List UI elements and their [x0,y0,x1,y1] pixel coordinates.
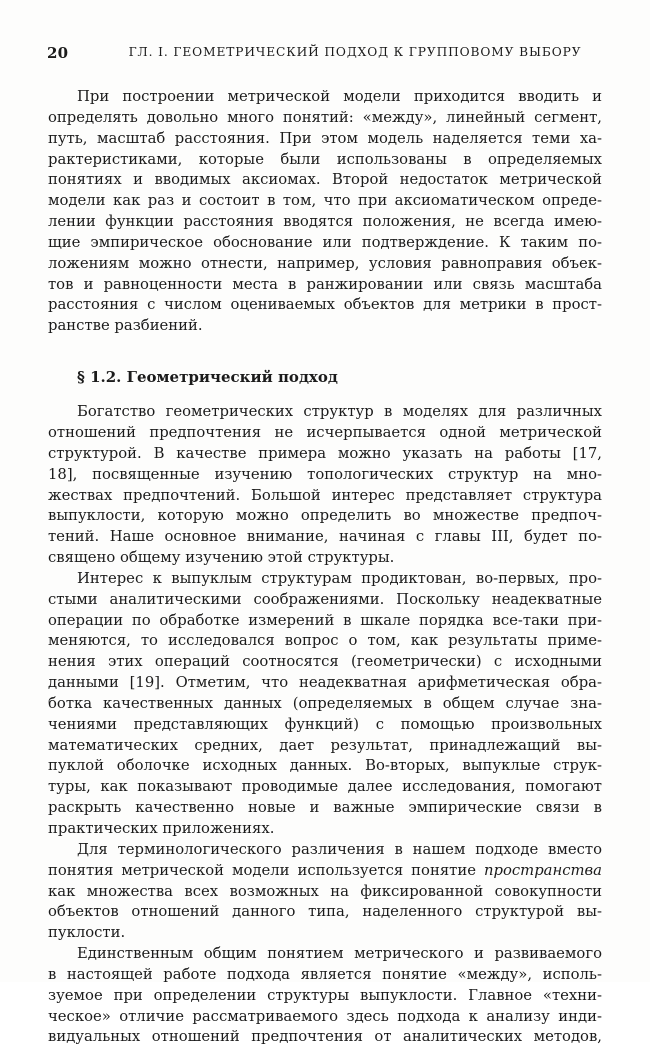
spacer [48,337,602,364]
text-line: меняются, то исследовался вопрос о том, как результаты приме- [48,632,602,650]
text-line: тений. Наше основное внимание, начиная с главы III, будет по- [48,528,602,546]
text-line: расстояния с числом оцениваемых объектов для метрики в прост- [48,296,602,314]
text-line: тов и равноценности места в ранжировании или связь масштаба [48,275,602,293]
text-line: нения этих операций соотносятся (геометрически) с исходными [48,653,602,671]
text-line: ложениям можно отнести, например, условия равноправия объек- [48,254,602,272]
paragraph-2 [48,402,602,569]
text-line: пуклой оболочке исходных данных. Во-вторых, выпуклые струк- [48,757,602,775]
running-head [47,44,603,66]
text-line: определять довольно много понятий: «между», линейный сегмент, [48,108,602,126]
text-line: видуальных отношений предпочтения от аналитических методов, [48,1028,602,1046]
text-line [48,861,602,882]
text-line: ранстве разбиений. [48,317,203,335]
text-line: 18], посвященные изучению топологических структур на мно- [48,465,602,483]
section-heading: § 1.2. Геометрический подход [77,368,338,387]
text-line: математических средних, дает результат, принадлежащий вы- [48,736,602,754]
text-line: Богатство геометрических структур в моделях для различных [77,403,602,421]
body-text [48,87,602,1048]
text-line: рактеристиками, которые были использованы в определяемых [48,150,602,168]
text-line: операции по обработке измерений в шкале порядка все-таки при- [48,611,602,629]
text-line: практических приложениях. [48,820,275,837]
paragraph-3 [48,569,602,840]
text-line: жествах предпочтений. Большой интерес представляет структура [48,486,602,504]
text-line: Для терминологического различения в нашем подходе вместо [77,840,602,858]
paragraph-5 [48,944,602,1048]
text-line: понятиях и вводимых аксиомах. Второй недостаток метрической [48,171,602,189]
text-line: объектов отношений данного типа, наделенного структурой вы- [48,903,602,921]
text-line: путь, масштаб расстояния. При этом модель наделяется теми ха- [48,129,602,147]
text-line: ческое» отличие рассматриваемого здесь подхода к анализу инди- [48,1007,602,1025]
spacer [48,390,602,402]
text-line: как множества всех возможных на фиксированной совокупности [48,882,602,900]
text-line: в настоящей работе подхода является понятие «между», исполь- [48,965,602,983]
text-line: зуемое при определении структуры выпуклости. Главное «техни- [48,986,602,1004]
running-title: ГЛ. I. ГЕОМЕТРИЧЕСКИЙ ПОДХОД К ГРУППОВОМУ ВЫБОРУ [128,45,582,59]
text-line: Интерес к выпуклым структурам продиктован, во-первых, про- [77,569,602,587]
text-line: модели как раз и состоит в том, что при аксиоматическом опреде- [48,192,602,210]
text-line: пуклости. [48,924,126,942]
text-fragment: понятия метрической модели используется понятие [48,861,476,879]
text-line: отношений предпочтения не исчерпывается одной метрической [48,423,602,441]
text-line: стыми аналитическими соображениями. Поскольку неадекватные [48,590,602,608]
emphasized-term: пространства [483,861,602,879]
text-line: ботка качественных данных (определяемых в общем случае зна- [48,694,602,712]
text-line: Единственным общим понятием метрического и развиваемого [77,945,602,963]
text-line: структурой. В качестве примера можно указать на работы [17, [48,444,602,462]
text-line: При построении метрической модели приходится вводить и [77,88,602,105]
page-number: 20 [47,44,69,62]
paragraph-1 [48,87,602,337]
text-line: выпуклости, которую можно определить во множестве предпоч- [48,507,602,525]
text-line: лении функции расстояния вводятся положения, не всегда имею- [48,213,602,231]
text-line: щие эмпирическое обоснование или подтверждение. К таким по- [48,233,602,251]
text-line: туры, как показывают проводимые далее исследования, помогают [48,778,602,796]
text-line: чениями представляющих функций) с помощью произвольных [48,715,602,733]
paragraph-4 [48,840,602,944]
text-line: данными [19]. Отметим, что неадекватная арифметическая обра- [48,674,602,692]
text-line: священо общему изучению этой структуры. [48,549,395,567]
text-line: раскрыть качественно новые и важные эмпирические связи в [48,799,602,817]
